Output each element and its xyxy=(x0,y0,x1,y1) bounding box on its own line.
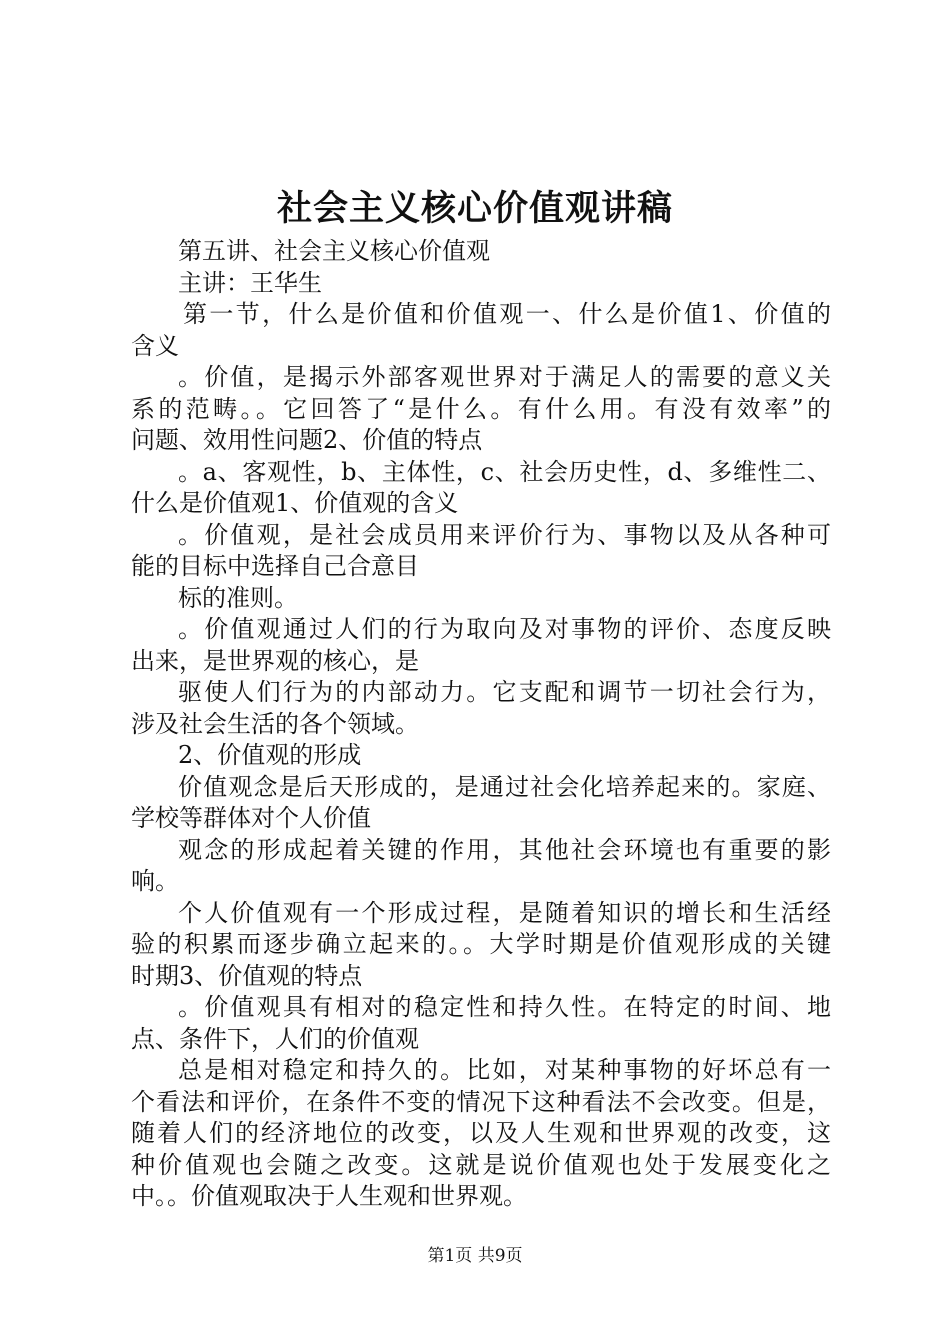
text-line: 个看法和评价，在条件不变的情况下这种看法不会改变。但是， xyxy=(131,1087,831,1116)
text-line: 响。 xyxy=(131,867,179,895)
text-line: 点、条件下，人们的价值观 xyxy=(131,1024,419,1053)
text-line: 验的积累而逐步确立起来的。。大学时期是价值观形成的关键 xyxy=(131,930,831,958)
text-line: 。价值观，是社会成员用来评价行为、事物以及从各种可 xyxy=(178,520,831,549)
text-line: 系的范畴。。它回答了“是什么。有什么用。有没有效率”的 xyxy=(131,394,831,423)
text-line: 标的准则。 xyxy=(178,583,298,612)
text-line: 出来，是世界观的核心，是 xyxy=(131,646,419,675)
text-line: 总是相对稳定和持久的。比如，对某种事物的好坏总有一 xyxy=(178,1056,831,1084)
text-line: 主讲：王华生 xyxy=(178,268,322,297)
text-line: 观念的形成起着关键的作用，其他社会环境也有重要的影 xyxy=(178,835,831,864)
text-line: 涉及社会生活的各个领域。 xyxy=(131,709,419,738)
text-line: 学校等群体对个人价值 xyxy=(131,804,371,832)
text-line: 什么是价值观1、价值观的含义 xyxy=(131,489,459,517)
text-line: 问题、效用性问题2、价值的特点 xyxy=(131,426,483,454)
text-line: 个人价值观有一个形成过程，是随着知识的增长和生活经 xyxy=(178,898,831,927)
text-line: 含义 xyxy=(131,331,179,360)
text-line: 价值观念是后天形成的，是通过社会化培养起来的。家庭、 xyxy=(178,772,831,801)
text-line: 。a、客观性，b、主体性，c、社会历史性，d、多维性二、 xyxy=(178,457,831,486)
text-line: 2、价值观的形成 xyxy=(178,741,362,769)
text-line: 第一节，什么是价值和价值观一、什么是价值1、价值的 xyxy=(183,300,831,328)
text-line: 能的目标中选择自己合意目 xyxy=(131,552,419,580)
text-line: 第五讲、社会主义核心价值观 xyxy=(178,237,490,265)
document-body xyxy=(131,236,831,1213)
text-line: 。价值，是揭示外部客观世界对于满足人的需要的意义关 xyxy=(178,363,831,391)
text-line: 种价值观也会随之改变。这就是说价值观也处于发展变化之 xyxy=(131,1150,831,1179)
text-line: 。价值观通过人们的行为取向及对事物的评价、态度反映 xyxy=(178,615,831,643)
text-line: 时期3、价值观的特点 xyxy=(131,961,363,990)
text-line: 。价值观具有相对的稳定性和持久性。在特定的时间、地 xyxy=(178,993,831,1021)
text-line: 驱使人们行为的内部动力。它支配和调节一切社会行为， xyxy=(178,678,831,706)
page-number-footer: 第1页 共9页 xyxy=(427,1246,523,1266)
text-line: 随着人们的经济地位的改变，以及人生观和世界观的改变，这 xyxy=(131,1119,831,1147)
page-title: 社会主义核心价值观讲稿 xyxy=(276,188,673,229)
text-line: 中。。价值观取决于人生观和世界观。 xyxy=(131,1182,527,1210)
